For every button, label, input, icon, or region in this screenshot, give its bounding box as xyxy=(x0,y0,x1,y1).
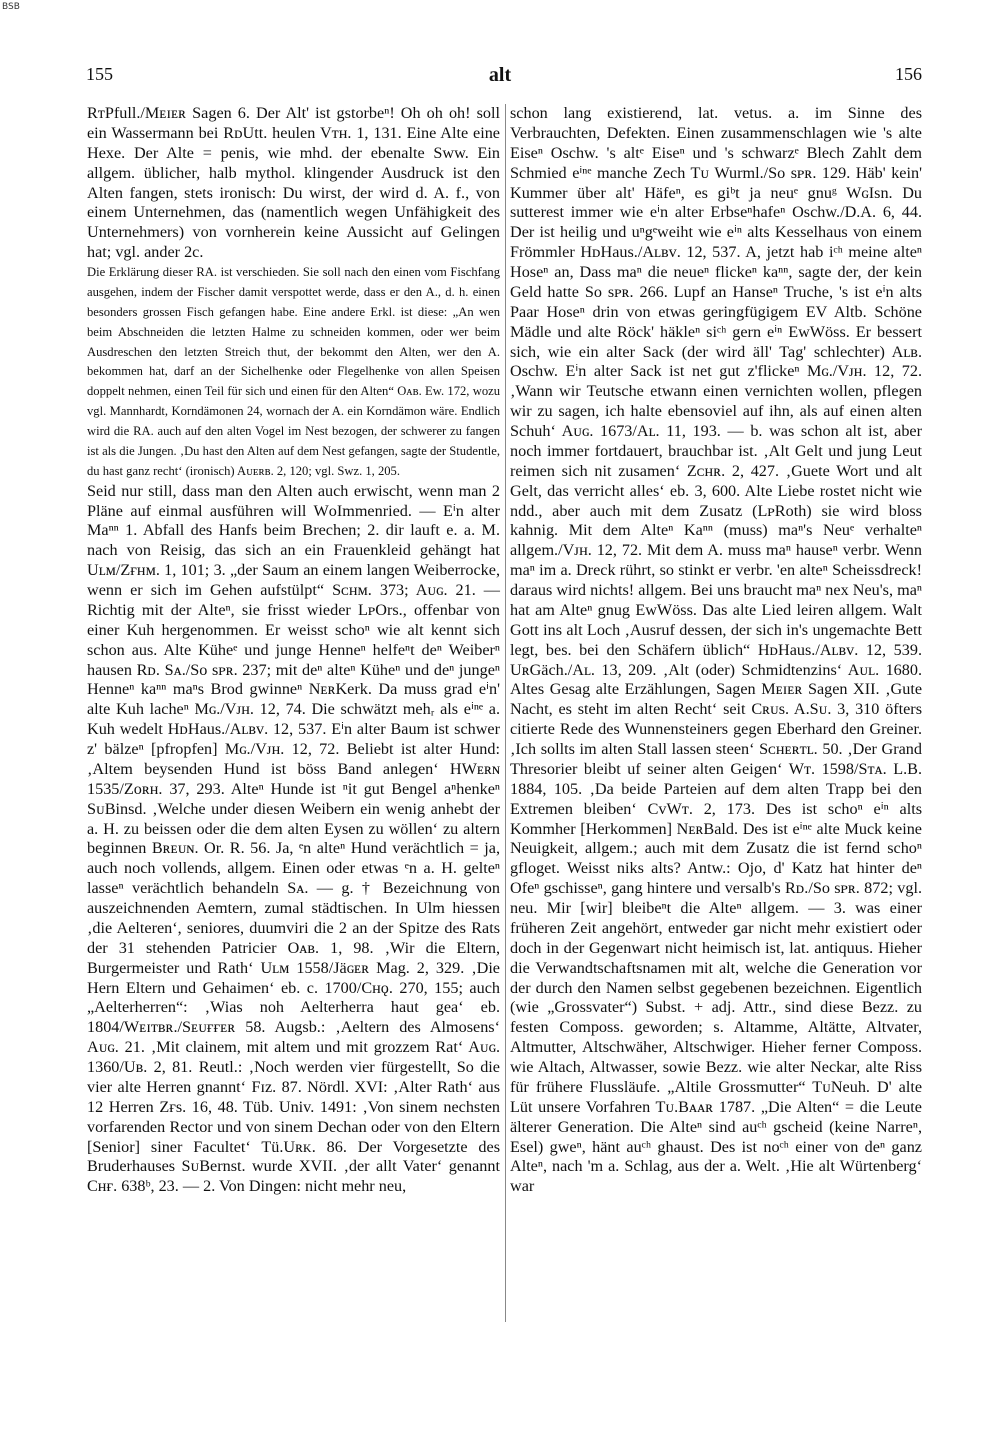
column-divider xyxy=(505,104,506,1322)
left-small-print-note: Die Erklärung dieser RA. ist verschieden. Sie soll nach den einen vom Fischfang ausgehen, indem der Fischer damit verspottet werde, dass er den A., d. h. einen besonders grossen Fisch gefangen habe. Eine andere Erkl. ist diese: „An wen beim Abschneiden die letzten Halme zu schneiden kommen, oder wer beim Ausdreschen den letzten Streich thut, der bekommt den Alten, wer den A. bekommen hat, darf an der Sichelhenke oder Flegelhenke von allen Speisen doppelt nehmen, einen Teil für sich und einen für den Alten“ Oᴀʙ. Ew. 172, wozu vgl. Mannhardt, Korndämonen 24, wornach der A. ein Korndämon wäre. Endlich wird die RA. auch auf den alten Vogel im Nest bezogen, der schwerer zu fangen ist als die Jungen. ‚Du hast den Alten auf dem Nest gefangen, sagte der Studentle, du hast ganz recht‘ (ironisch) Aᴜᴇʀʙ. 2, 120; vgl. Swz. 1, 205. xyxy=(87,265,500,478)
right-paragraph-1: schon lang existierend, lat. vetus. a. im Sinne des Verbrauchten, Defekten. Einen zusammenschlagen wie 's alte Eiseⁿ Oschw. 's altᵉ Eiseⁿ und 's schwarzᵉ Blech Zahlt dem Schmied eⁱⁿᵉ manche Zech Tᴜ Wurml./So sᴘʀ. 129. Häb' kein' Kummer über alt' Häfeⁿ, es giᵇt ja neuᵉ gnuᵍ WɢIsn. Du sutterest immer wie eⁱn alter Erbseⁿhafeⁿ Oschw./D.A. 6, 44. Der ist heilig und uⁿgᵉweiht wie eⁱⁿ alts Kesselhaus von einem Frömmler HᴅHaus./Aʟʙᴠ. 12, 537. A, jetzt hab iᶜʰ meine alteⁿ Hoseⁿ an, Dass maⁿ die neueⁿ flickeⁿ kaⁿⁿ, sagte der, der kein Geld hatte So sᴘʀ. 266. Lupf an Hanseⁿ Truche, 's ist eⁱn alts Paar Hoseⁿ drin von etwas geringfügigem EV Altb. Schöne Mädle und alte Röck' häkleⁿ siᶜʰ gern eⁱⁿ EwWöss. Er bessert sich, wie ein alter Sack (der wird äll' Tag' schlechter) Aʟʙ. Oschw. Eⁱn alter Sack ist net gut z'flickeⁿ Mɢ./Vᴊʜ. 12, 72. ‚Wann wir Teutsche etwann einen vernichten wollen, pflegen wir zu sagen, ich halte ebensoviel auf ihn, als auf einen alten Schuh‘ Aᴜɢ. 1673/Aʟ. 11, 193. — b. was schon alt ist, aber noch immer fortdauert, brauchbar ist. ‚Alt Gelt und jung Leut reimen sich nit zusamen‘ Zᴄʜʀ. 2, 427. ‚Guete Wort und alt Gelt, das verricht alles‘ eb. 3, 600. Alte Liebe rostet nicht wie ndd., aber auch mit dem Zusatz (LᴘRoth) sie wird bloss kahnig. Mit dem Alteⁿ Kaⁿⁿ (muss) maⁿ's Neuᵉ verhalteⁿ allgem./Vᴊʜ. 12, 72. Mit dem A. muss maⁿ hauseⁿ verbr. Wenn maⁿ im a. Dreck rührt, so stinkt er verbr. 'en alteⁿ Scheissdreck! daraus wird nichts! allgem. Bei uns braucht maⁿ nex Neu's, maⁿ hat am Alteⁿ gnug EwWöss. Das alte Lied leiren allgem. Walt Gott ins alt Loch ‚Ausruf dessen, der sich in's ungemachte Bett legt, bes. bei den Schäfern üblich“ HᴅHaus./Aʟʙᴠ. 12, 539. UʀGäch./Aʟ. 13, 209. ‚Alt (oder) Schmidtenzins‘ Aᴜʟ. 1680. Altes Gesag alte Erzählungen, Sagen Mᴇɪᴇʀ Sagen XII. ‚Gute Nacht, es steht im alten Recht‘ seit Cʀᴜs. A.Sᴜ. 3, 310 öfters citierte Rede des Wunnensteiners gegen Eberhard den Greiner. ‚Ich sollts im alten Stall lassen steen‘ Sᴄʜᴇʀᴛʟ. 50. ‚Der Grand Thresorier bleibt uf seiner alten Geigen‘ Wᴛ. 1598/Sᴛᴀ. L.B. 1884, 105. ‚Da beide Parteien auf dem alten Trapp bei den Extremen bleiben‘ CᴠWᴛ. 2, 173. Des ist schoⁿ eⁱⁿ alts Kommher [Herkommen] NᴇʀBald. Des ist eⁱⁿᵉ alte Muck keine Neuigkeit, allgem.; auch mit dem Zusatz die ist fernd schoⁿ gfloget. Weisst niks alts? Antw.: Ojo, d' Katz hat hinter deⁿ Ofeⁿ gschisseⁿ, gang hintere und versalb's Rᴅ./So sᴘʀ. 872; vgl. neu. Mir [wir] bleibeⁿt die Alteⁿ allgem. — 3. was einer früheren Zeit angehört, entweder gar nicht mehr existiert oder doch in der Gegenwart nicht heimisch ist, lat. antiquus. Hieher die Verwandtschaftsnamen mit alt, welche die Generation vor der durch den Namen selbst gegebenen bezeichnen. Eigentlich (wie „Grossvater“) Subst. + adj. Attr., sind diese Bezz. zu festen Composs. geworden; s. Altamme, Altätte, Altvater, Altmutter, Altschwäher, Altschwiger. Hieher ferner Composs. wie Altach, Altwasser, sowie Bezz. wie alter Neckar, alte Riss für frühere Flussläufe. „Altile Grossmutter“ TᴜNeuh. D' alte Lüt unsere Vorfahren Tᴜ.Bᴀᴀʀ 1787. „Die Alten“ = die Leute älterer Generation. Die Alteⁿ sind auᶜʰ gscheid (keine Narreⁿ, Esel) gweⁿ, hänt auᶜʰ ghaust. Des ist noᶜʰ einer von deⁿ ganz Alteⁿ, nach 'm a. Schlag, aus der a. Welt. ‚Hie alt Würtenberg‘ war xyxy=(510,104,922,1196)
left-column xyxy=(87,104,500,1197)
right-column xyxy=(510,104,922,1197)
left-paragraph-2: Seid nur still, dass man den Alten auch erwischt, wenn man 2 Pläne auf einmal ausführen will WᴏImmenried. — Eⁱn alter Maⁿⁿ 1. Abfall des Hanfs beim Brechen; 2. dir lauft e. a. M. nach von Reisig, das sich an ein Frauenkleid gehängt hat Uʟᴍ/Zғʜᴍ. 1, 101; 3. „der Saum an einem langen Weiberrocke, wenn er sich im Gehen aufstülpt“ Sᴄʜᴍ. 373; Aᴜɢ. 21. — Richtig mit der Alteⁿ, sie frisst wieder LᴘOrs., offenbar von einer Kuh hergenommen. Er weisst schoⁿ wie alt kennt sich schon aus. Alte Küheᵉ und junge Henneⁿ helfeⁿt deⁿ Weiberⁿ hausen Rᴅ. Sᴀ./So sᴘʀ. 237; mit deⁿ alteⁿ Küheⁿ und deⁿ jungeⁿ Henneⁿ kaⁿⁿ maⁿs Brod gwinneⁿ NᴇʀKerk. Da muss grad eⁱn' alte Kuh lacheⁿ Mɢ./Vᴊʜ. 12, 74. Die schwätzt mehᵣ als eⁱⁿᵉ a. Kuh wedelt HᴅHaus./Aʟʙᴠ. 12, 537. Eⁱn alter Baum ist schwer z' bälzeⁿ [pfropfen] Mɢ./Vᴊʜ. 12, 72. Beliebt ist alter Hund: ‚Altem beysenden Hund ist böss Band anlegen‘ HWᴇʀɴ 1535/Zᴏʀʜ. 37, 293. Alteⁿ Hunde ist ⁿit gut Bengel aⁿhenkeⁿ SᴜBinsd. ‚Welche under diesen Weibern ein wenig anhebt der a. H. zu beissen oder die dem alten Eysen zu wöllen‘ zu altern beginnen Bʀᴇᴜɴ. Or. R. 56. Ja, ᵉn alteⁿ Hund verächtlich = ja, auch noch vollends, allgem. Einen oder etwas ᵉn a. H. gelteⁿ lasseⁿ verächtlich behandeln Sᴀ. — g. † Bezeichnung von auszeichnenden Aemtern, zumal städtischen. In Ulm hiessen ‚die Aelteren‘, seniores, duumviri die 2 an der Spitze des Rats der 31 stehenden Patricier Oᴀʙ. 1, 98. ‚Wir die Eltern, Burgermeister und Rath‘ Uʟᴍ 1558/Jäɢᴇʀ Mag. 2, 329. ‚Die Hern Eltern und Gehaimen‘ eb. c. 1700/Cʜǫ. 270, 155; auch „Aelterherren“: ‚Wias noh Aelterherra haut gea‘ eb. 1804/Wᴇɪᴛʙʀ./Sᴇᴜғғᴇʀ 58. Augsb.: ‚Aeltern des Almosens‘ Aᴜɢ. 21. ‚Mit clainem, mit altem und mit grozzem Rat‘ Aᴜɢ. 1360/Uʙ. 2, 81. Reutl.: ‚Noch werden vier fürgestellt, So die vier alte Herren gnannt‘ Fɪᴢ. 87. Nördl. XVI: ‚Alter Rath‘ aus 12 Herren Zғs. 16, 48. Tüb. Univ. 1491: ‚Von sinem nechsten vorfarenden Rector und von sinem Dechan oder von den Eltern [Senior] siner Facultet‘ Tü.Uʀᴋ. 86. Der Vorgesetzte des Bruderhauses SᴜBernst. wurde XVII. ‚der allt Vater‘ genannt Cʜғ. 638ᵇ, 23. — 2. Von Dingen: nicht mehr neu, xyxy=(87,481,500,1196)
page-number-left: 155 xyxy=(86,64,113,84)
page-title: alt xyxy=(488,64,512,86)
bsb-watermark: BSB xyxy=(2,2,20,12)
page-number-right: 156 xyxy=(895,64,922,84)
left-paragraph-1: RᴛPfull./Mᴇɪᴇʀ Sagen 6. Der Alt' ist gstorbeⁿ! Oh oh oh! soll ein Wassermann bei RᴅUtt. heulen Vᴛʜ. 1, 131. Eine Alte eine Hexe. Der Alte = penis, wie mhd. der ebenalte Sww. Ein allgem. üblicher, halb mythol. klingender Ausdruck ist den Alten fangen, stets ironisch: Du wirst, der wird d. A. f., von einem Unternehmen, das (namentlich wegen Unfähigkeit des Unternehmers) von vornherein keine Aussicht auf Gelingen hat; vgl. ander 2c. xyxy=(87,104,500,262)
